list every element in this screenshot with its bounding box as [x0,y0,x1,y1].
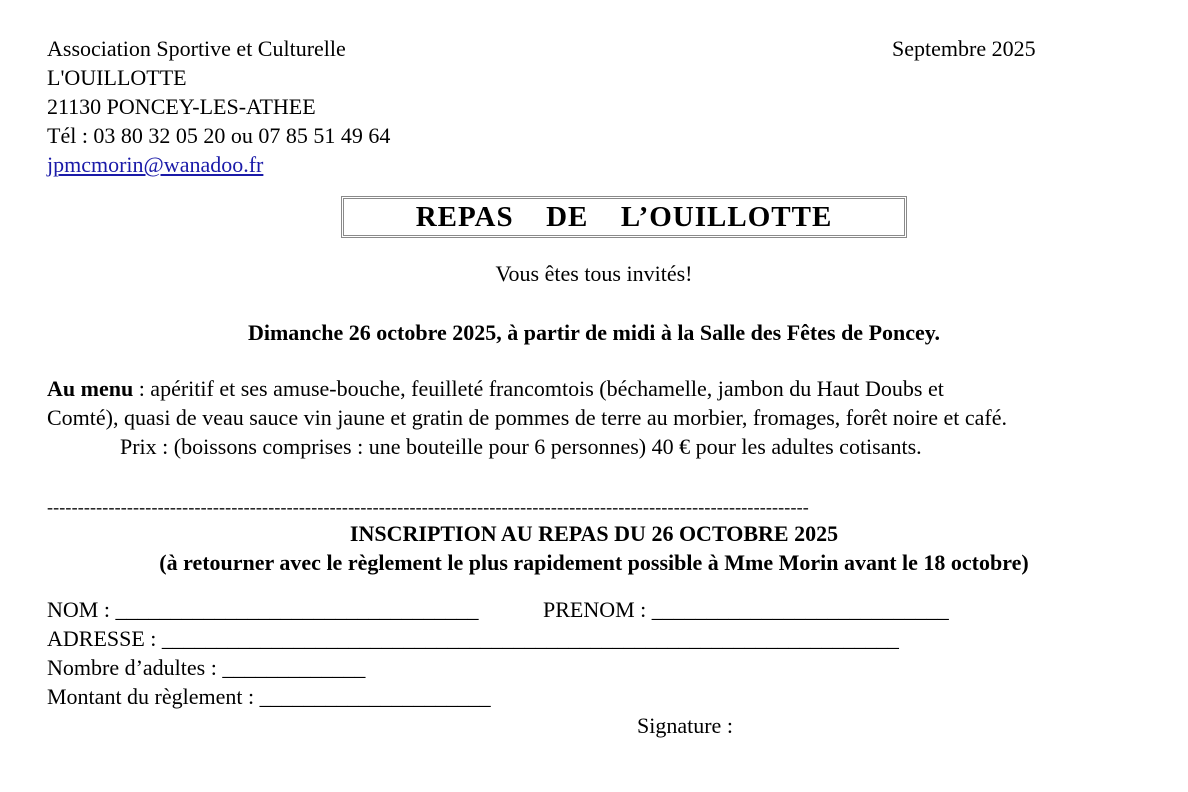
sender-email-link[interactable]: jpmcmorin@wanadoo.fr [47,152,264,177]
prenom-field[interactable]: PRENOM : ___________________________ [543,597,949,622]
signature-label: Signature : [637,713,733,738]
event-details: Dimanche 26 octobre 2025, à partir de midi à la Salle des Fêtes de Poncey. [247,320,941,345]
inscription-title: INSCRIPTION AU REPAS DU 26 OCTOBRE 2025 [349,521,839,546]
montant-reglement-field[interactable]: Montant du règlement : _____________________ [47,684,491,709]
adresse-field[interactable]: ADRESSE : ___________________________________________________________________ [47,626,899,651]
menu-text-1: : apéritif et ses amuse-bouche, feuilleté francomtois (béchamelle, jambon du Haut Doubs et [133,376,944,401]
inscription-subtitle: (à retourner avec le règlement le plus rapidement possible à Mme Morin avant le 18 octobre) [159,550,1029,575]
menu-label: Au menu [47,376,134,401]
menu-paragraph [47,374,1147,461]
nom-field[interactable]: NOM : _________________________________ [47,597,479,622]
price-line: Prix : (boissons comprises : une bouteille pour 6 personnes) 40 € pour les adultes cotisants. [120,434,922,459]
cut-line-separator: ---------------------------------------------------------------------------------------------------------------------------- [47,497,809,517]
sender-phone: Tél : 03 80 32 05 20 ou 07 85 51 49 64 [47,123,391,148]
sender-org: Association Sportive et Culturelle [47,36,346,61]
sender-address: 21130 PONCEY-LES-ATHEE [47,94,316,119]
letter-date: Septembre 2025 [892,36,1036,61]
title-box [341,196,907,238]
sender-name: L'OUILLOTTE [47,65,187,90]
nombre-adultes-field[interactable]: Nombre d’adultes : _____________ [47,655,366,680]
menu-line-2: Comté), quasi de veau sauce vin jaune et gratin de pommes de terre au morbier, fromages, forêt noire et café. [47,405,1008,430]
menu-line-1 [47,374,1147,403]
invitation-text: Vous êtes tous invités! [495,261,693,286]
document-title: REPAS DE L’OUILLOTTE [415,201,833,233]
